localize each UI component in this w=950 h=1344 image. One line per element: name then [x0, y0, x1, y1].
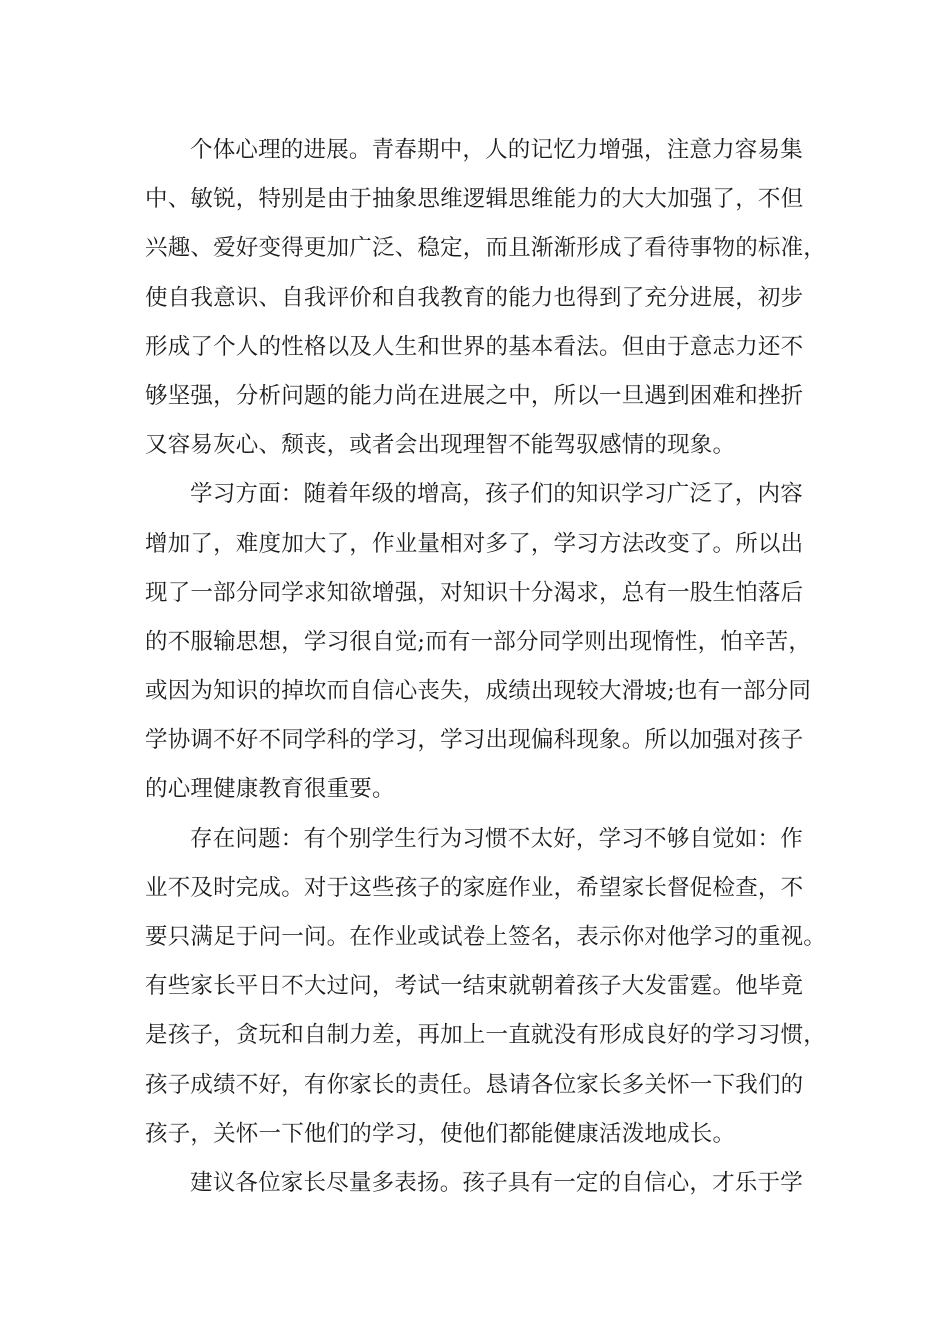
document-body: [145, 126, 825, 1208]
paragraph-line: 的不服输思想，学习很自觉;而有一部分同学则出现惰性，怕辛苦，: [145, 628, 812, 655]
paragraph-line: 要只满足于问一问。在作业或试卷上签名，表示你对他学习的重视。: [145, 924, 827, 950]
paragraph-line: 兴趣、爱好变得更加广泛、稳定，而且渐渐形成了看待事物的标准，: [145, 235, 827, 262]
paragraph-line: 业不及时完成。对于这些孩子的家庭作业，希望家长督促检查，不: [145, 874, 804, 901]
paragraph-line: 孩子成绩不好，有你家长的责任。恳请各位家长多关怀一下我们的: [145, 1071, 804, 1098]
paragraph-line: 有些家长平日不大过问，考试一结束就朝着孩子大发雷霆。他毕竟: [145, 973, 804, 1000]
paragraph-line: 学协调不好不同学科的学习，学习出现偏科现象。所以加强对孩子: [145, 727, 804, 754]
paragraph-line: 建议各位家长尽量多表扬。孩子具有一定的自信心，才乐于学: [190, 1169, 803, 1196]
paragraph-line: 中、敏锐，特别是由于抽象思维逻辑思维能力的大大加强了，不但: [145, 186, 804, 213]
paragraph-line: 或因为知识的掉坎而自信心丧失，成绩出现较大滑坡;也有一部分同: [145, 678, 812, 705]
paragraph-line: 现了一部分同学求知欲增强，对知识十分渴求，总有一股生怕落后: [145, 579, 804, 606]
paragraph-line: 是孩子，贪玩和自制力差，再加上一直就没有形成良好的学习习惯，: [145, 1022, 827, 1049]
paragraph-line: 个体心理的进展。青春期中，人的记忆力增强，注意力容易集: [190, 137, 803, 163]
paragraph-line: 学习方面：随着年级的增高，孩子们的知识学习广泛了，内容: [190, 481, 803, 508]
paragraph-line: 使自我意识、自我评价和自我教育的能力也得到了充分进展，初步: [145, 284, 804, 311]
paragraph-line: 孩子，关怀一下他们的学习，使他们都能健康活泼地成长。: [145, 1120, 736, 1147]
paragraph-line: 够坚强，分析问题的能力尚在进展之中，所以一旦遇到困难和挫折: [145, 382, 804, 409]
paragraph-line: 增加了，难度加大了，作业量相对多了，学习方法改变了。所以出: [145, 530, 804, 557]
paragraph-line: 形成了个人的性格以及人生和世界的基本看法。但由于意志力还不: [145, 333, 804, 360]
paragraph-line: 的心理健康教育很重要。: [145, 776, 395, 803]
paragraph-line: 又容易灰心、颓丧，或者会出现理智不能驾驭感情的现象。: [145, 432, 736, 459]
paragraph-line: 存在问题：有个别学生行为习惯不太好，学习不够自觉如：作: [190, 825, 803, 852]
